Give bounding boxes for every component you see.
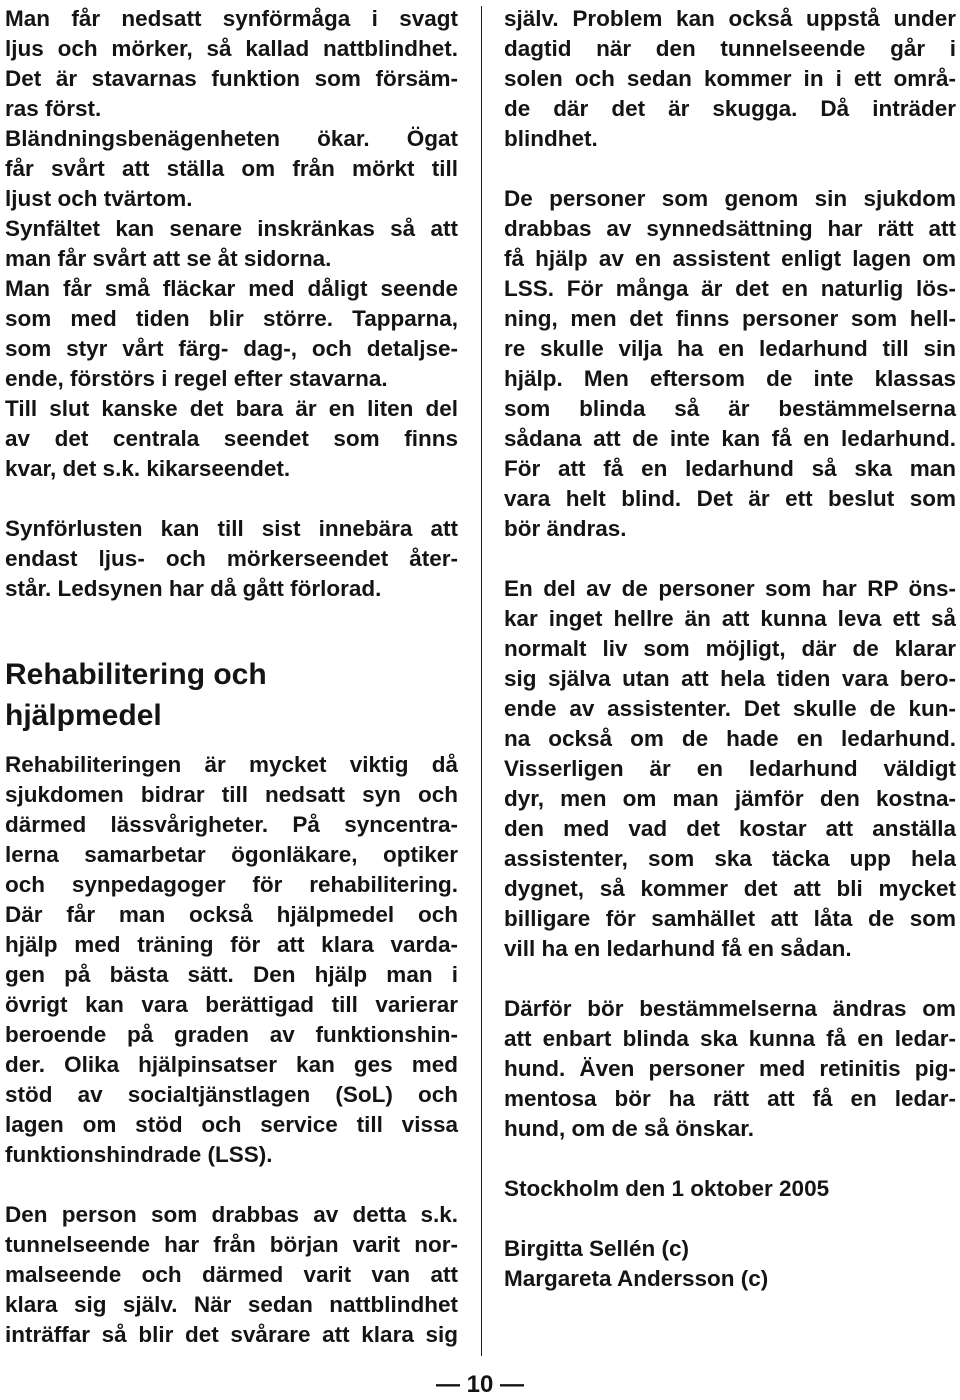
text-line: sig själva utan att hela tiden vara bero- (504, 666, 956, 691)
paragraph-gap (504, 544, 956, 574)
text-line: hund. Även personer med retinitis pig- (504, 1056, 956, 1081)
text-line: kar inget hellre än att kunna leva ett så (504, 606, 956, 631)
signatures (504, 1234, 956, 1294)
text-line: de där det är skugga. Då inträder (504, 96, 956, 121)
heading-line: hjälpmedel (5, 699, 162, 732)
text-line: av det centrala seendet som finns (5, 426, 458, 451)
text-line: lagen om stöd och service till vissa (5, 1112, 458, 1137)
text-line: na också om de hade en ledarhund. (504, 726, 956, 751)
text-line: Där får man också hjälpmedel och (5, 902, 458, 927)
paragraph-gap (504, 964, 956, 994)
text-line: normalt liv som möjligt, där de klarar (504, 636, 956, 661)
text-line: solen och sedan kommer in i ett områ- (504, 66, 956, 91)
text-line: Till slut kanske det bara är en liten del (5, 396, 458, 421)
text-line: ljust och tvärtom. (5, 186, 193, 211)
text-line: ljus och mörker, så kallad nattblindhet. (5, 36, 458, 61)
text-line: att enbart blinda ska kunna få en ledar- (504, 1026, 956, 1051)
text-line: den med vad det kostar att anställa (504, 816, 956, 841)
paragraph-rehabilitation (5, 750, 458, 1170)
text-line: övrigt kan vara berättigad till varierar (5, 992, 458, 1017)
signature-name: Margareta Andersson (c) (504, 1266, 769, 1291)
text-line: därmed lässvårigheter. På syncentra- (5, 812, 458, 837)
text-line: tunnelseende har från början varit nor- (5, 1232, 458, 1257)
text-line: En del av de personer som har RP öns- (504, 576, 956, 601)
text-line: kvar, det s.k. kikarseendet. (5, 456, 291, 481)
left-column (5, 4, 458, 1350)
paragraph-gap (5, 634, 458, 654)
text-line: som med tiden blir större. Tapparna, (5, 306, 458, 331)
text-line: billigare för samhället att låta de som (504, 906, 956, 931)
text-line: får svårt att ställa om från mörkt till (5, 156, 458, 181)
text-line: lerna samarbetar ögonläkare, optiker (5, 842, 458, 867)
paragraph-gap (504, 154, 956, 184)
text-line: blindhet. (504, 126, 598, 151)
text-line: re skulle vilja ha en ledarhund till sin (504, 336, 956, 361)
text-line: och synpedagoger för rehabilitering. (5, 872, 458, 897)
text-line: Rehabiliteringen är mycket viktig då (5, 752, 458, 777)
text-line: drabbas av synnedsättning har rätt att (504, 216, 956, 241)
text-line: inträffar så blir det svårare att klara sig (5, 1322, 458, 1347)
text-line: Bländningsbenägenheten ökar. Ögat (5, 126, 458, 151)
text-line: Därför bör bestämmelserna ändras om (504, 996, 956, 1021)
text-line: vill ha en ledarhund få en sådan. (504, 936, 852, 961)
text-line: Synförlusten kan till sist innebära att (5, 516, 458, 541)
text-line: endast ljus- och mörkerseendet åter- (5, 546, 458, 571)
text-line: Man får nedsatt synförmåga i svagt (5, 6, 458, 31)
text-line: LSS. För många är det en naturlig lös- (504, 276, 956, 301)
text-line: klara sig själv. När sedan nattblindhet (5, 1292, 458, 1317)
signature-name: Birgitta Sellén (c) (504, 1236, 690, 1261)
column-divider (481, 6, 482, 1356)
paragraph-tunnel-vision (5, 1200, 458, 1350)
text-line: själv. Problem kan också uppstå under (504, 6, 956, 31)
text-line: hjälp med träning för att klara varda- (5, 932, 458, 957)
paragraph-vision-loss (5, 514, 458, 604)
right-column (504, 4, 956, 1294)
text-line: ende, förstörs i regel efter stavarna. (5, 366, 388, 391)
text-line: dygnet, så kommer det att bli mycket (504, 876, 956, 901)
text-line: De personer som genom sin sjukdom (504, 186, 956, 211)
paragraph-gap (5, 1170, 458, 1200)
heading-gap (5, 736, 458, 750)
text-line: funktionshindrade (LSS). (5, 1142, 273, 1167)
text-line: mentosa bör ha rätt att få en ledar- (504, 1086, 956, 1111)
paragraph-gap (504, 1144, 956, 1174)
text-line: För att få en ledarhund så ska man (504, 456, 956, 481)
text-line: hund, om de så önskar. (504, 1116, 755, 1141)
text-line: Det är stavarnas funktion som försäm- (5, 66, 458, 91)
paragraph-assistant-rights (504, 184, 956, 544)
section-heading (5, 654, 458, 736)
paragraph-gap (5, 484, 458, 514)
text-line: dyr, men om man jämför den kostna- (504, 786, 956, 811)
text-line: sådana att de inte kan få en ledarhund. (504, 426, 956, 451)
page-number: — 10 — (435, 1371, 525, 1398)
text-line: Synfältet kan senare inskränkas så att (5, 216, 458, 241)
paragraph-night-blindness (5, 4, 458, 484)
paragraph-gap (504, 1204, 956, 1234)
text-line: Den person som drabbas av detta s.k. (5, 1202, 458, 1227)
text-line: Visserligen är en ledarhund väldigt (504, 756, 956, 781)
text-line: som blinda så är bestämmelserna (504, 396, 956, 421)
text-line: assistenter, som ska täcka upp hela (504, 846, 956, 871)
text-line: dagtid när den tunnelseende går i (504, 36, 956, 61)
paragraph-daytime-blindness (504, 4, 956, 154)
text-line: malseende och därmed varit van att (5, 1262, 458, 1287)
text-line: står. Ledsynen har då gått förlorad. (5, 576, 382, 601)
text-line: sjukdomen bidrar till nedsatt syn och (5, 782, 458, 807)
paragraph-guide-dog-cost (504, 574, 956, 964)
text-line: hjälp. Men eftersom de inte klassas (504, 366, 956, 391)
heading-line: Rehabilitering och (5, 658, 267, 691)
paragraph-proposal (504, 994, 956, 1144)
text-line: beroende på graden av funktionshin- (5, 1022, 458, 1047)
text-line: vara helt blind. Det är ett beslut som (504, 486, 956, 511)
text-line: ning, men det finns personer som hell- (504, 306, 956, 331)
text-line: ras först. (5, 96, 102, 121)
text-line: ende av assistenter. Det skulle de kun- (504, 696, 956, 721)
text-line: bör ändras. (504, 516, 627, 541)
text-line: man får svårt att se åt sidorna. (5, 246, 332, 271)
paragraph-gap (5, 604, 458, 634)
text-line: der. Olika hjälpinsatser kan ges med (5, 1052, 458, 1077)
text-line: Man får små fläckar med dåligt seende (5, 276, 458, 301)
place-and-date: Stockholm den 1 oktober 2005 (504, 1176, 830, 1201)
text-line: gen på bästa sätt. Den hjälp man i (5, 962, 458, 987)
text-line: få hjälp av en assistent enligt lagen om (504, 246, 956, 271)
text-line: stöd av socialtjänstlagen (SoL) och (5, 1082, 458, 1107)
text-line: som styr vårt färg- dag-, och detaljse- (5, 336, 458, 361)
